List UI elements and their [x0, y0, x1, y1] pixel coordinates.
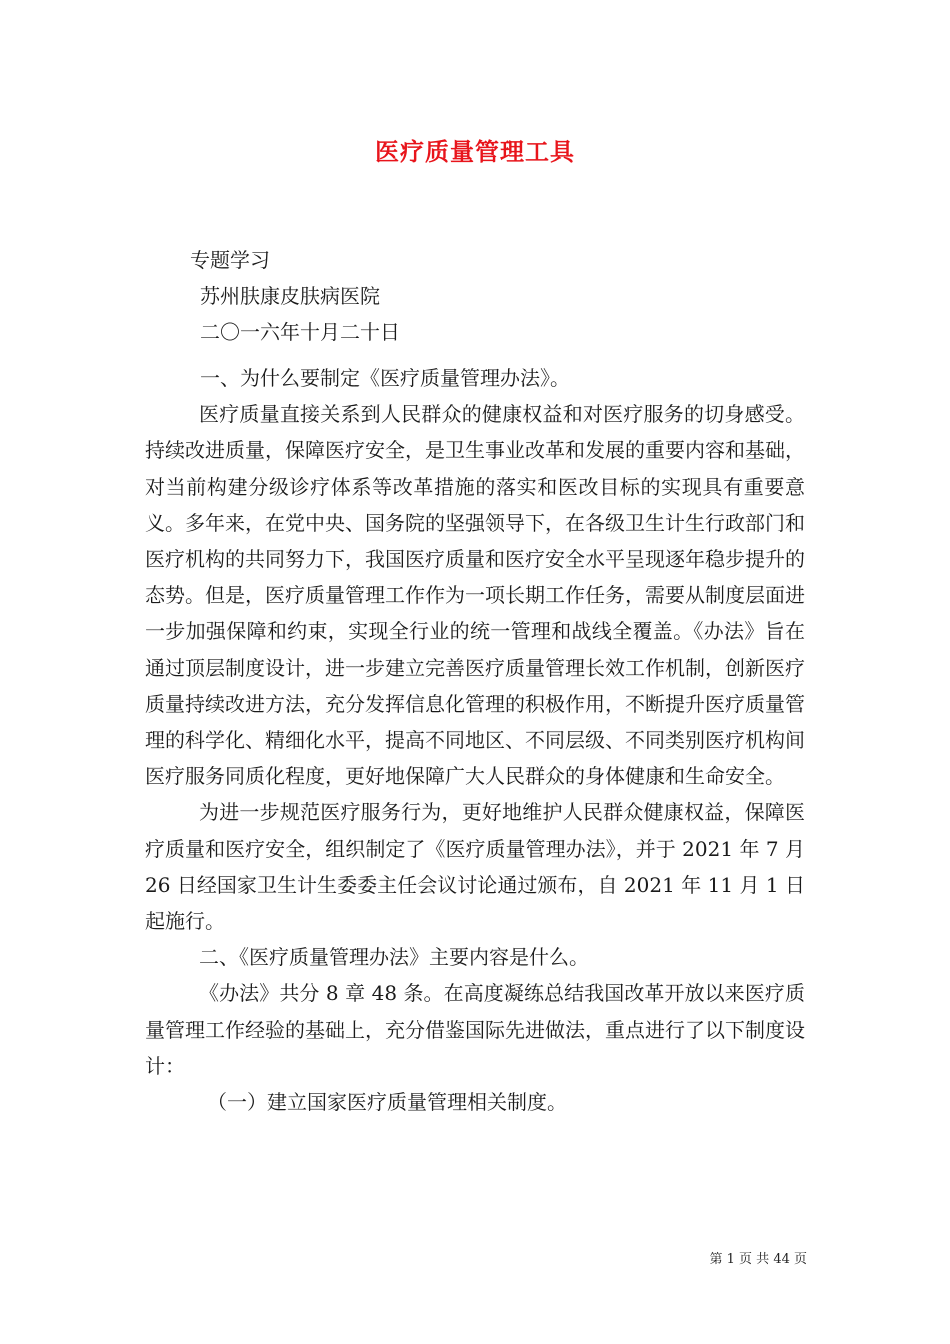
topic-line: 专题学习: [190, 248, 270, 272]
document-title: 医疗质量管理工具: [375, 137, 575, 166]
document-body: [145, 360, 805, 1120]
paragraph-3: 《办法》共分 8 章 48 条。在高度凝练总结我国改革开放以来医疗质量管理工作经验的基础上，充分借鉴国际先进做法，重点进行了以下制度设计：: [145, 981, 805, 1078]
paragraph-2: 为进一步规范医疗服务行为，更好地维护人民群众健康权益，保障医疗质量和医疗安全，组织制定了《医疗质量管理办法》，并于 2021 年 7 月 26 日经国家卫生计生委委主任会议讨论通过颁布，自 2021 年 11 月 1 日起施行。: [145, 800, 805, 934]
paragraph-1: 医疗质量直接关系到人民群众的健康权益和对医疗服务的切身感受。持续改进质量，保障医疗安全，是卫生事业改革和发展的重要内容和基础，对当前构建分级诊疗体系等改革措施的落实和医改目标的实现具有重要意义。多年来，在党中央、国务院的坚强领导下，在各级卫生计生行政部门和医疗机构的共同努力下，我国医疗质量和医疗安全水平呈现逐年稳步提升的态势。但是，医疗质量管理工作作为一项长期工作任务，需要从制度层面进一步加强保障和约束，实现全行业的统一管理和战线全覆盖。《办法》旨在通过顶层制度设计，进一步建立完善医疗质量管理长效工作机制，创新医疗质量持续改进方法，充分发挥信息化管理的积极作用，不断提升医疗质量管理的科学化、精细化水平，提高不同地区、不同层级、不同类别医疗机构间医疗服务同质化程度，更好地保障广大人民群众的身体健康和生命安全。: [145, 402, 805, 789]
section-heading-2: 二、《医疗质量管理办法》主要内容是什么。: [199, 945, 589, 970]
date-line: 二〇一六年十月二十日: [200, 320, 400, 344]
section-heading-1: 一、为什么要制定《医疗质量管理办法》。: [200, 366, 570, 390]
page-number: 第 1 页 共 44 页: [709, 1252, 807, 1267]
organization-line: 苏州肤康皮肤病医院: [200, 284, 380, 308]
subsection-heading-1: （一）建立国家医疗质量管理相关制度。: [207, 1090, 567, 1115]
